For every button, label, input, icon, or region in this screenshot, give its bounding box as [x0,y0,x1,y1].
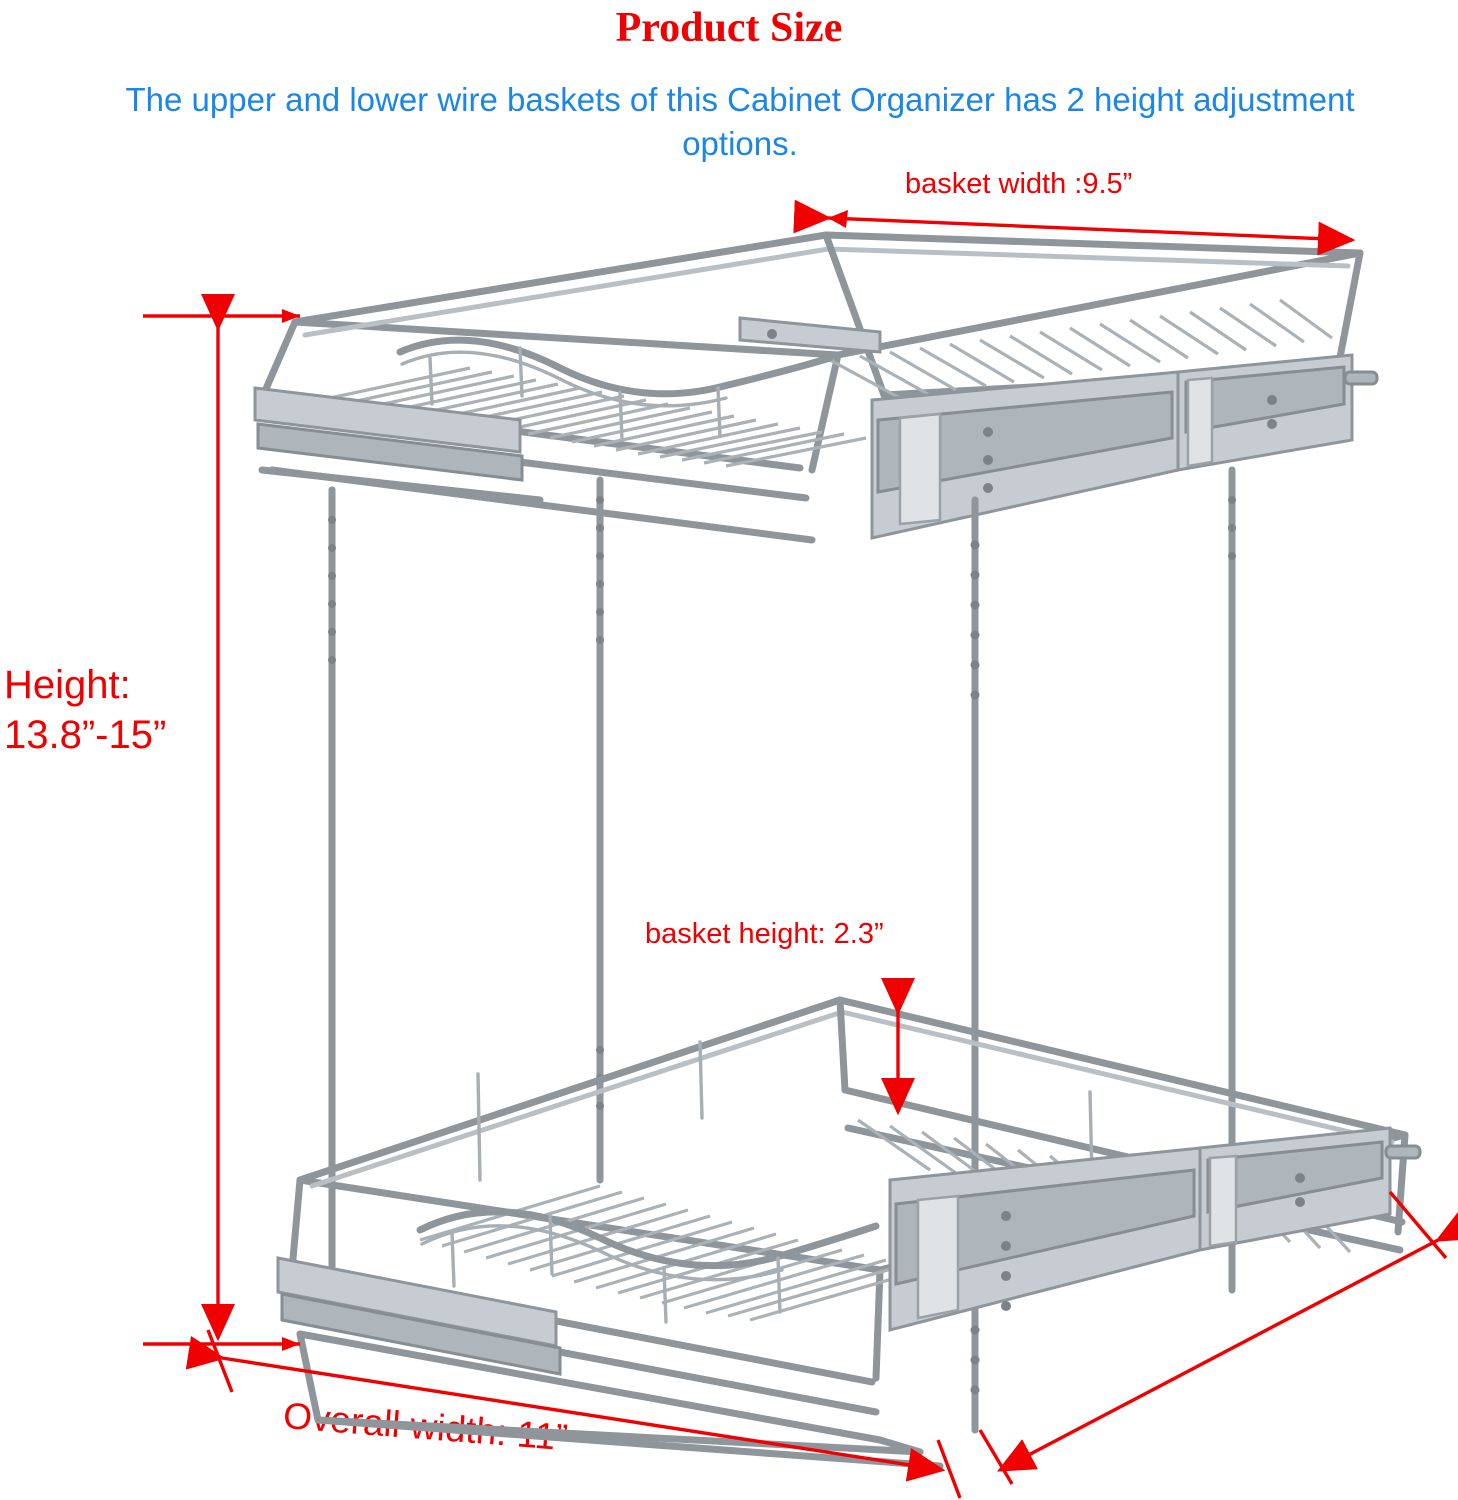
page-title: Product Size [615,5,843,51]
dimension-label-overall-width: Overall width: 11” [281,1395,570,1459]
lower-basket [278,1000,1420,1466]
dimension-label-height-value: 13.8”-15” [4,713,167,758]
upper-basket [255,235,1377,540]
page-subtitle: The upper and lower wire baskets of this Cabinet Organizer has 2 height adjustment options. [125,81,1355,162]
dimension-label-height-title: Height: [4,663,131,707]
dimension-label-basket-height: basket height: 2.3” [645,918,884,950]
dimension-label-basket-width: basket width :9.5” [905,168,1133,200]
